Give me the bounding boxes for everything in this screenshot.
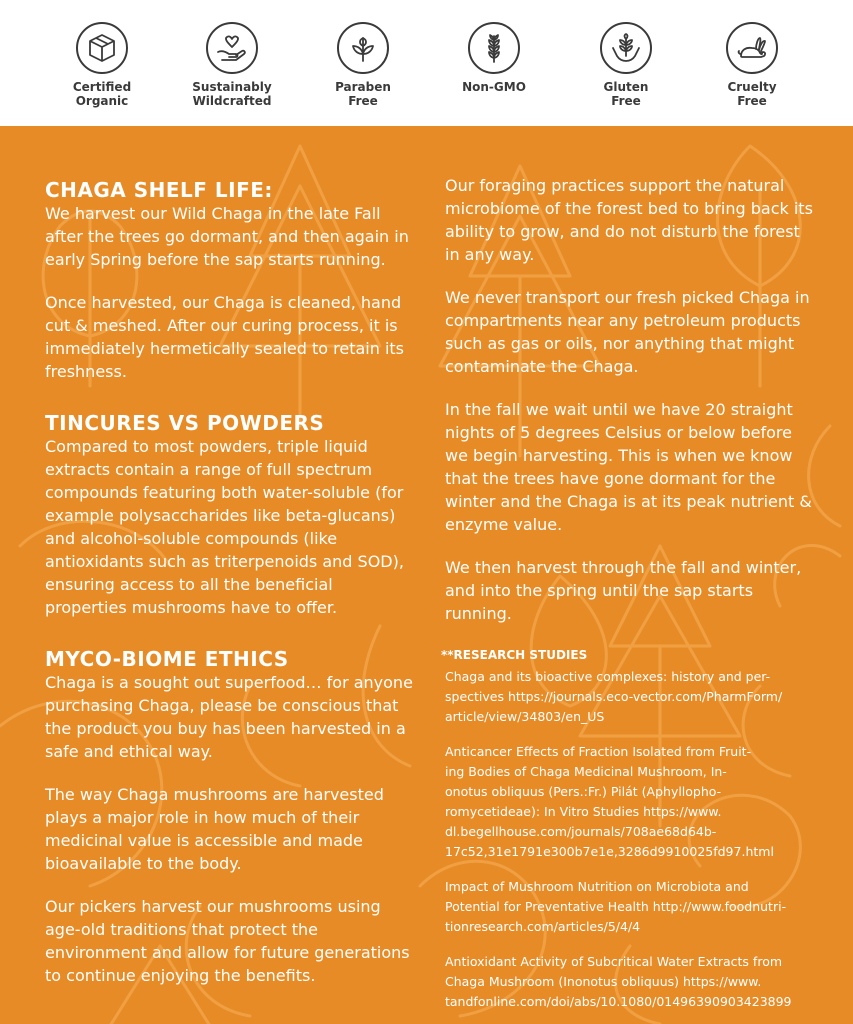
badge-label: Paraben Free	[335, 80, 391, 108]
research-studies-heading: **RESEARCH STUDIES	[441, 648, 588, 662]
badge-label: Cruelty Free	[727, 80, 777, 108]
ethics-paragraph-3: Our pickers harvest our mushrooms using age-old traditions that protect the environment and allow for future generations to continue enjoying the benefits.	[45, 897, 410, 985]
reference-item: Chaga and its bioactive complexes: history and per- spectives https://journals.eco-vector.com/PharmForm/ article/view/34803/en_US	[445, 669, 783, 724]
tinctures-paragraph-1: Compared to most powders, triple liquid extracts contain a range of full spectrum compounds featuring both water-soluble (for example polysaccharides like beta-glucans) and alcohol-soluble compounds (like antioxidants such as triterpenoids and SOD), ensuring access to all the beneficial properties mushrooms have to offer.	[45, 437, 404, 617]
badge-certified-organic	[42, 22, 162, 108]
right-paragraph-4: We then harvest through the fall and winter, and into the spring until the sap starts running.	[445, 558, 802, 623]
reference-item: Impact of Mushroom Nutrition on Microbiota and Potential for Preventative Health http://www.foodnutri- tionresearch.com/articles/5/4/4	[445, 879, 787, 934]
badges-bar	[0, 0, 853, 126]
heading-tinctures: TINCURES VS POWDERS	[45, 411, 325, 435]
badge-cruelty-free	[692, 22, 812, 108]
badge-non-gmo	[434, 22, 554, 94]
ethics-paragraph-2: The way Chaga mushrooms are harvested plays a major role in how much of their medicinal value is accessible and made bioavailable to the body.	[45, 785, 384, 873]
right-paragraph-3: In the fall we wait until we have 20 straight nights of 5 degrees Celsius or below before we begin harvesting. This is when we know that the trees have gone dormant for the winter and the Chaga is at its peak nutrient & enzyme value.	[445, 400, 812, 534]
shelf-life-paragraph-1: We harvest our Wild Chaga in the late Fall after the trees go dormant, and then again in early Spring before the sap starts running.	[45, 204, 409, 269]
heading-ethics: MYCO-BIOME ETHICS	[45, 647, 289, 671]
badge-label: Certified Organic	[72, 80, 132, 108]
left-column	[45, 174, 415, 987]
right-paragraph-1: Our foraging practices support the natural microbiome of the forest bed to bring back its ability to grow, and do not disturb the forest in any way.	[445, 176, 813, 264]
rabbit-icon	[726, 22, 778, 74]
right-column	[441, 174, 815, 1012]
badge-label: Non-GMO	[462, 80, 526, 94]
plant-hand-icon	[600, 22, 652, 74]
right-paragraph-2: We never transport our fresh picked Chaga in compartments near any petroleum products such as gas or oils, nor anything that might contaminate the Chaga.	[445, 288, 810, 376]
badge-label: Sustainably Wildcrafted	[192, 80, 272, 108]
hand-heart-icon	[206, 22, 258, 74]
reference-item: Antioxidant Activity of Subcritical Water Extracts from Chaga Mushroom (Inonotus obliquus) https://www. tandfonline.com/doi/abs/10.1080/01496390903423899	[445, 954, 792, 1009]
ethics-paragraph-1: Chaga is a sought out superfood… for anyone purchasing Chaga, please be conscious that the product you buy has been harvested in a safe and ethical way.	[45, 673, 413, 761]
badge-sustainably-wildcrafted	[172, 22, 292, 108]
box-icon	[76, 22, 128, 74]
shelf-life-paragraph-2: Once harvested, our Chaga is cleaned, hand cut & meshed. After our curing process, it is immediately hermetically sealed to retain its freshness.	[45, 293, 404, 381]
heading-shelf-life: CHAGA SHELF LIFE:	[45, 178, 273, 202]
reference-item: Anticancer Effects of Fraction Isolated from Fruit- ing Bodies of Chaga Medicinal Mushroom, In- onotus obliquus (Pers.:Fr.) Pilát (Aphyllopho- romycetideae): In Vitro Studies https://www. dl.begellhouse.com/journals/708ae68d64b- 17c52,31e1791e300b7e1e,3286d9910025fd97.html	[445, 744, 774, 859]
badge-label: Gluten Free	[603, 80, 649, 108]
leaf-icon	[337, 22, 389, 74]
wheat-icon	[468, 22, 520, 74]
badge-paraben-free	[303, 22, 423, 108]
badge-gluten-free	[566, 22, 686, 108]
content-panel	[0, 126, 853, 1024]
